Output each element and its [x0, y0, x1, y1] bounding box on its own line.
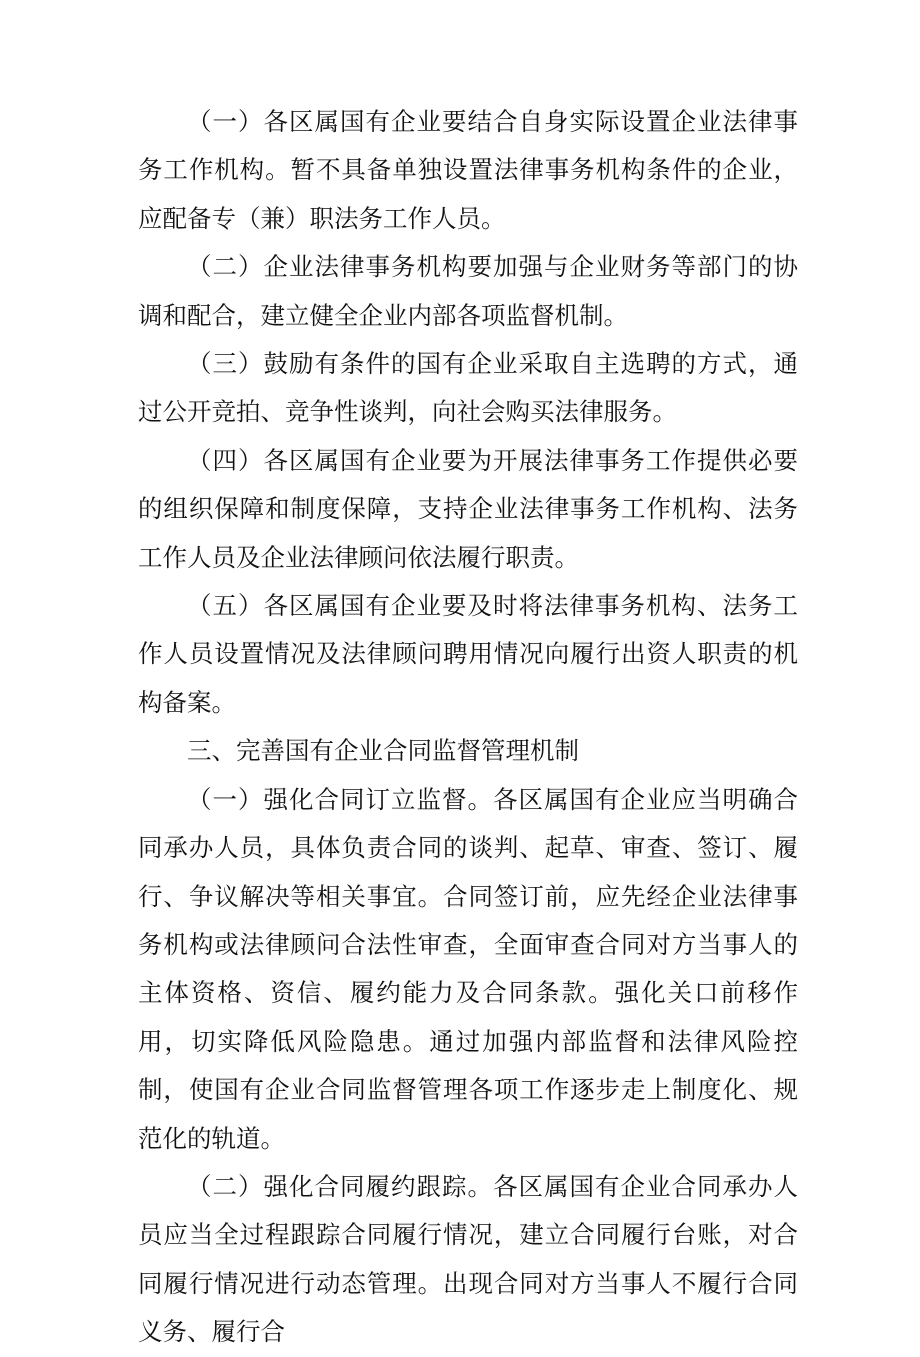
paragraph-6: （一）强化合同订立监督。各区属国有企业应当明确合同承办人员，具体负责合同的谈判、起草、审查、签订、履行、争议解决等相关事宜。合同签订前，应先经企业法律事务机构或法律顾问合法性审查，全面审查合同对方当事人的主体资格、资信、履约能力及合同条款。强化关口前移作用，切实降低风险隐患。通过加强内部监督和法律风险控制，使国有企业合同监督管理各项工作逐步走上制度化、规范化的轨道。: [138, 784, 798, 1153]
document-body: [138, 98, 798, 1357]
paragraph-4: （四）各区属国有企业要为开展法律事务工作提供必要的组织保障和制度保障，支持企业法律事务工作机构、法务工作人员及企业法律顾问依法履行职责。: [138, 445, 798, 572]
paragraph-1: （一）各区属国有企业要结合自身实际设置企业法律事务工作机构。暂不具备单独设置法律事务机构条件的企业，应配备专（兼）职法务工作人员。: [138, 107, 798, 233]
section-heading-3: 三、完善国有企业合同监督管理机制: [187, 736, 579, 766]
paragraph-3: （三）鼓励有条件的国有企业采取自主选聘的方式，通过公开竞拍、竞争性谈判，向社会购买法律服务。: [138, 349, 798, 427]
paragraph-5: （五）各区属国有企业要及时将法律事务机构、法务工作人员设置情况及法律顾问聘用情况向履行出资人职责的机构备案。: [138, 591, 798, 717]
paragraph-7: （二）强化合同履约跟踪。各区属国有企业合同承办人员应当全过程跟踪合同履行情况，建立合同履行台账，对合同履行情况进行动态管理。出现合同对方当事人不履行合同义务、履行合: [138, 1171, 798, 1347]
paragraph-2: （二）企业法律事务机构要加强与企业财务等部门的协调和配合，建立健全企业内部各项监督机制。: [138, 252, 798, 330]
